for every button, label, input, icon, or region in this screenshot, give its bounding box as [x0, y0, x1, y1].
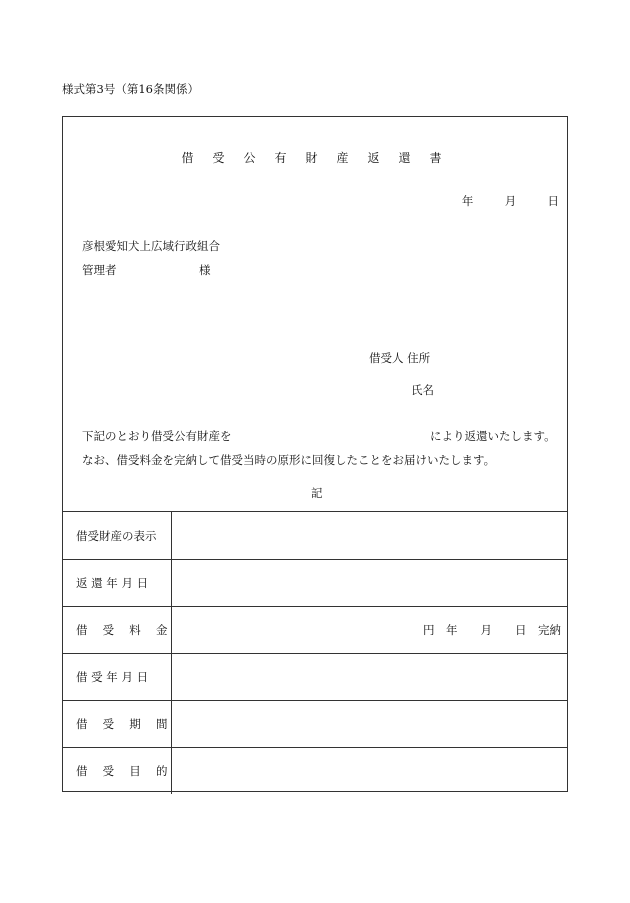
row-label-period: 借 受 期 間 [63, 701, 172, 747]
row-value-fee [173, 607, 567, 653]
table-row [63, 700, 567, 747]
addressee-title: 管理者 [82, 263, 117, 277]
borrower-name-label: 氏名 [411, 383, 434, 397]
date-month-label: 月 [504, 194, 517, 208]
table-row [63, 653, 567, 700]
row-label-return-date: 返 還 年 月 日 [63, 560, 172, 606]
document-title: 借受公有財産返還書 [181, 151, 461, 165]
row-value-return-date [173, 560, 567, 606]
body-line-1-start: 下記のとおり借受公有財産を [82, 429, 232, 443]
addressee-honorific: 様 [199, 263, 211, 277]
row-value-period [173, 701, 567, 747]
table-row [63, 606, 567, 653]
borrower-address-label: 借受人 住所 [369, 351, 431, 365]
addressee-organization: 彦根愛知犬上広域行政組合 [82, 239, 220, 253]
row-value-borrow-date [173, 654, 567, 700]
date-line [462, 193, 559, 209]
body-line-2: なお、借受料金を完納して借受当時の原形に回復したことをお届けいたします。 [82, 453, 496, 467]
row-label-borrow-date: 借 受 年 月 日 [63, 654, 172, 700]
table-row [63, 747, 567, 794]
row-label-purpose: 借 受 目 的 [63, 748, 172, 794]
row-label-property: 借受財産の表示 [63, 512, 172, 559]
date-year-label: 年 [461, 194, 474, 208]
row-value-purpose [173, 748, 567, 794]
form-number: 様式第3号（第16条関係） [62, 82, 199, 96]
ki-heading: 記 [311, 486, 323, 500]
row-value-property [173, 512, 567, 559]
table-row [63, 511, 567, 559]
table-row [63, 559, 567, 606]
date-day-label: 日 [547, 194, 559, 208]
body-line-1-end: により返還いたします。 [430, 429, 556, 443]
row-label-fee: 借 受 料 金 [63, 607, 172, 653]
form-frame [62, 116, 568, 792]
return-details-table [63, 511, 567, 794]
fee-paid-text: 円 年 月 日 完納 [423, 623, 561, 637]
